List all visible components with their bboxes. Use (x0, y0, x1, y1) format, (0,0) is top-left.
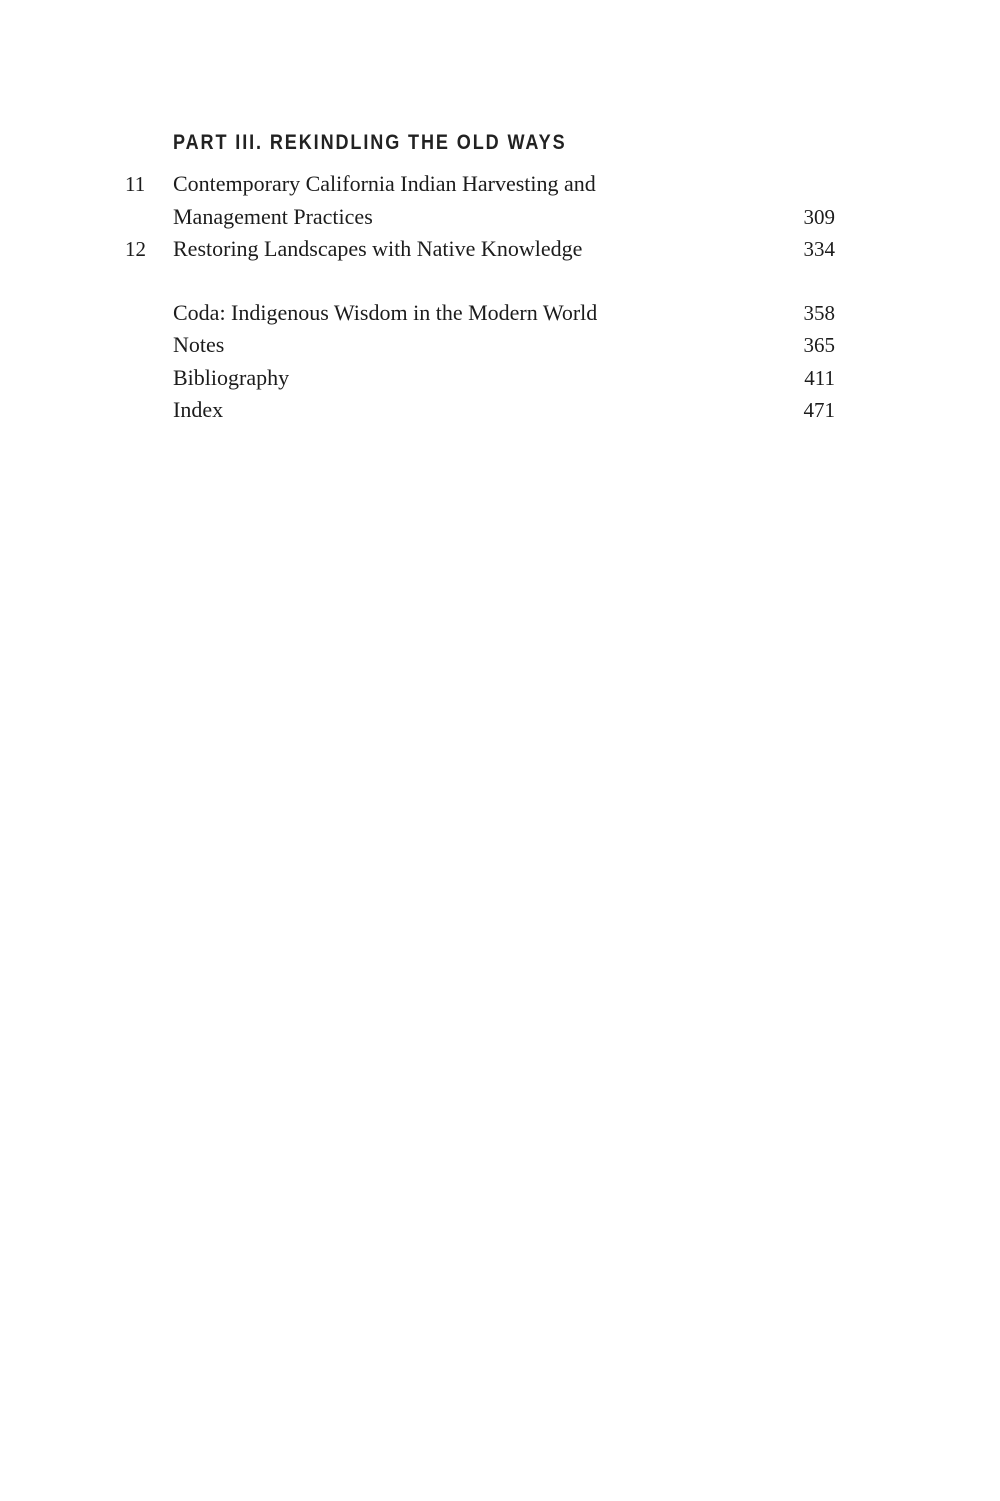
table-of-contents (125, 131, 835, 427)
page-number: 334 (803, 237, 835, 261)
back-matter-title: Bibliography (173, 364, 290, 390)
page-number: 309 (803, 204, 835, 229)
toc-entry-chapter-11-line-1 (125, 168, 835, 201)
toc-entry-chapter-11-line-2 (125, 201, 835, 234)
chapter-title-line: Management Practices (173, 203, 373, 229)
toc-entry-index (125, 394, 835, 427)
chapter-title-line: Contemporary California Indian Harvesting and (173, 171, 596, 196)
part-heading: PART III. REKINDLING THE OLD WAYS (173, 131, 567, 154)
page-number: 358 (803, 300, 835, 325)
chapter-number: 11 (125, 172, 146, 196)
chapter-entries (125, 168, 835, 266)
toc-entry-chapter-12 (125, 233, 835, 266)
toc-entry-bibliography (125, 362, 835, 395)
chapter-title-line: Restoring Landscapes with Native Knowledge (173, 236, 583, 261)
toc-entry-coda (125, 297, 835, 330)
back-matter-title: Index (173, 397, 224, 422)
page-number: 471 (803, 398, 835, 422)
back-matter-title: Notes (173, 332, 225, 357)
back-matter-title: Coda: Indigenous Wisdom in the Modern World (173, 299, 598, 325)
chapter-number: 12 (125, 237, 146, 261)
back-matter-entries (125, 297, 835, 427)
page-number: 365 (803, 333, 835, 357)
toc-entry-notes (125, 329, 835, 362)
page-number: 411 (804, 365, 835, 390)
